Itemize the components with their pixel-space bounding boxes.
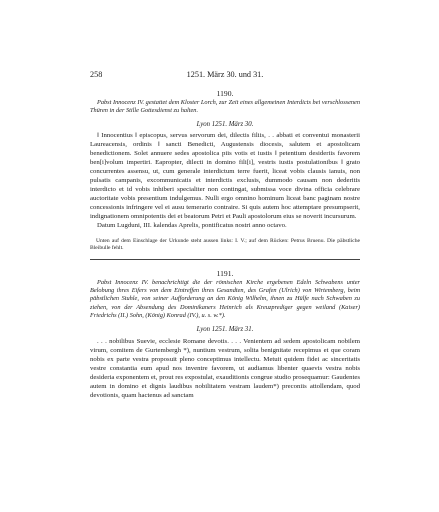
running-head xyxy=(90,70,360,82)
document-number-1190: 1190. xyxy=(216,89,234,98)
document-dateline-1190: Lyon 1251. März 30. xyxy=(196,121,254,128)
document-footnote-1190: Unten auf dem Einschlage der Urkunde steht aussen links: I. V.; auf dem Rücken: Petrus Bruenu. Die päbstliche Bleibulle fehlt. xyxy=(90,238,360,252)
document-paragraph: . . . nobilibus Suevie, ecclesie Romane devotis. . . . Venientem ad sedem apostolicam nobilem virum, comitem de Gurtembergh *), nuntium vestrum, solita benignitate recepimus et que coram nobis ex parte vestra proposuit pleno conceptimus intellectu. Metuit quidem fidei ac sinceritatis vestre constantia eum apud nos inventre favorem, ut audiamus libenter quaevis vestra nobis desideria exponentem et, prout res expostulat, exauditionis congrue studio prosequamur: Gaudentes autem in domino et dignis laudibus nobilitatem vestram laudem*) preconiis attollendam, quod devotionis, quam hactenus ad sanctam xyxy=(90,338,360,400)
document-paragraph: Datum Lugduni, III. kalendas Aprelis, pontificatus nostri anno octavo. xyxy=(97,222,287,230)
document-paragraph: ‖ Innocentius ‖ episcopus, servus servorum dei, dilectis filiis, . . abbati et conventui monasterii Laureacensis, ordinis ‖ sancti Benedicti, Augustensis diocesis, salutem et apostolicam benedictionem. Solet annuere sedes apostolica piis votis et iustis ‖ petentium desideriis favorem ben[i]volum impertiri. Eapropter, dilecti in domino fili[i], vestris iustis postulationibus ‖ grato concurrentes assensu, ut, cum generale interdictum terre fuerit, liceat vobis clausis ianuis, non pulsatis campanis, excommunicatis et interdictis exclusis, dummodo causam non dederitis interdicto et id vobis inhiberi specialiter non contingat, submissa voce divina officia celebrare auctoritate vobis presentium indulgemus. Nulli ergo omnino hominum liceat banc paginam nostre concessionis infringere vel ei ausu temerario contraire. Si quis autem hoc attemptare presumpserit, indignationem omnipotentis dei et beatorum Petri et Pauli apostolorum eius se noverit incursurum. xyxy=(90,132,360,221)
running-head-date: 1251. März 30. und 31. xyxy=(186,70,264,79)
document-body-1190 xyxy=(90,131,360,231)
document-body-1191 xyxy=(90,337,360,400)
document-number-1191: 1191. xyxy=(216,269,234,278)
document-summary-1191: Pabst Innocenz IV. benachrichtigt die der römischen Kirche ergebenen Edeln Schwabens unter Belobung ihres Eifers von dem Eintreffen ihres Gesandten, des Grafen (Ulrich) von Wirtemberg, beim päbstlichen Stuhle, von seiner Aufforderung an den König Wilhelm, ihnen zu Hülfe nach Schwaben zu ziehen, von der Absendung des Dominikaners Heinrich als Kreuzprediger gegen weiland (Kaiser) Friedrichs (II.) Sohn, (König) Konrad (IV.), u. s. w.*). xyxy=(90,279,360,319)
section-divider xyxy=(90,259,360,260)
document-summary-1190: Pabst Innocenz IV. gestattet dem Kloster Lorch, zur Zeit eines allgemeinen Interdicts bei verschlossenen Thüren in der Stille Gottesdienst zu halten. xyxy=(90,99,360,115)
document-dateline-1191: Lyon 1251. März 31. xyxy=(196,326,254,333)
page-number: 258 xyxy=(90,70,103,79)
